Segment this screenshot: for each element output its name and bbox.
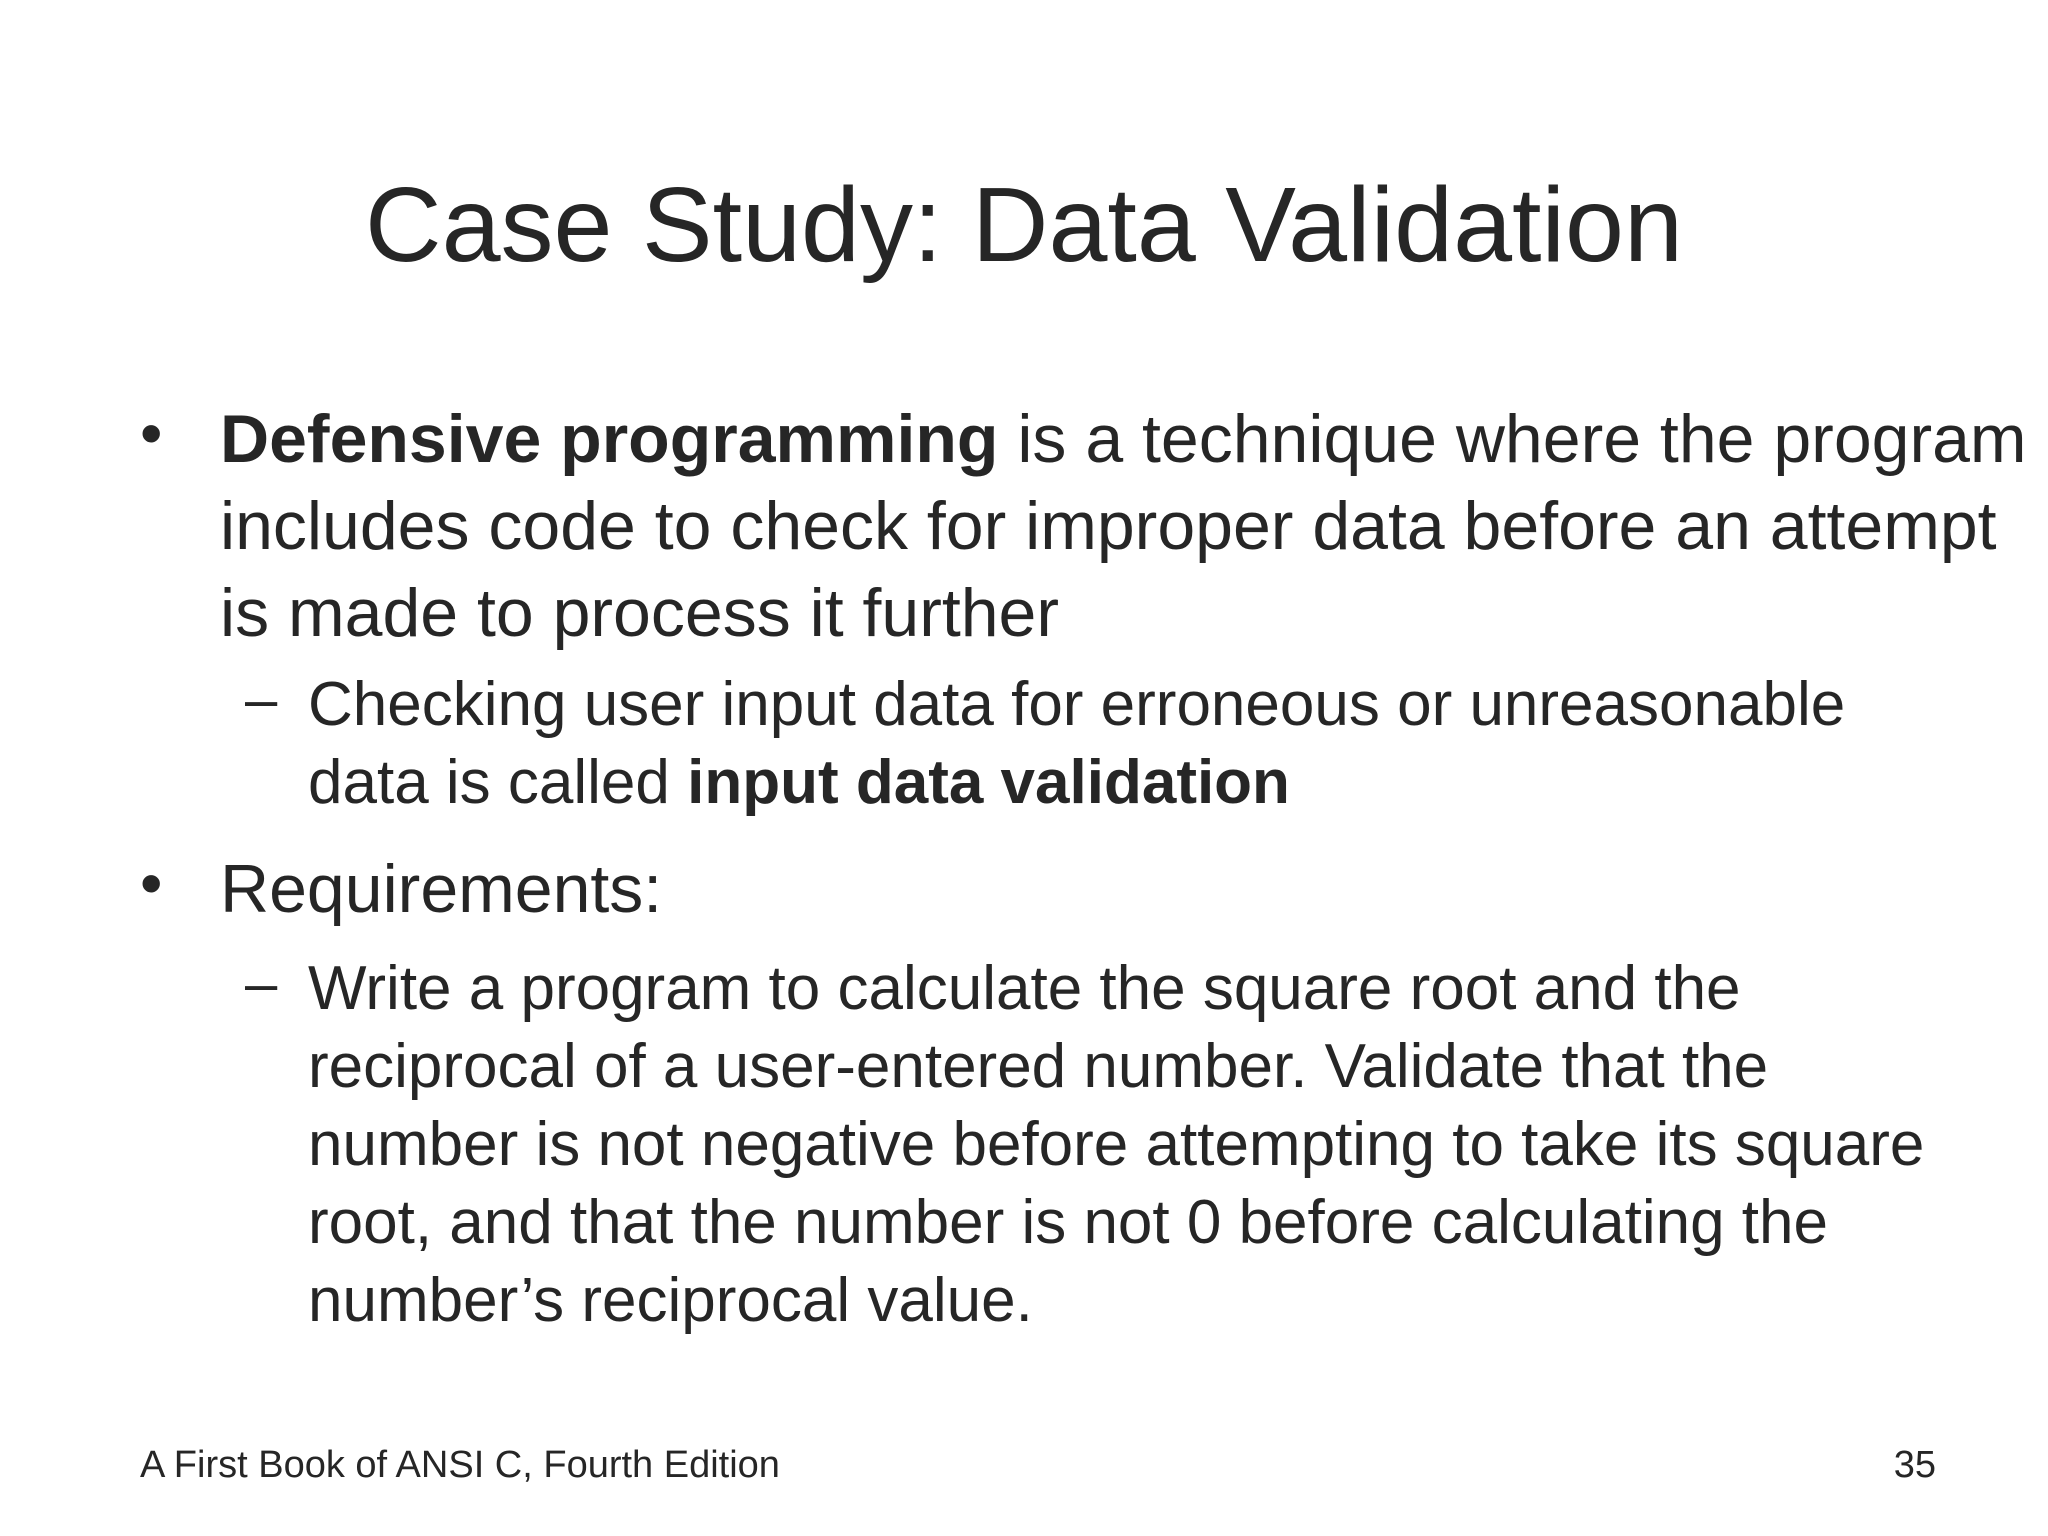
sub-bullet-marker: – [245, 667, 278, 732]
footer-page-number: 35 [1893, 1444, 1936, 1486]
bullet-text [220, 396, 2040, 657]
bullet-marker: • [140, 847, 163, 919]
sub-bullet-marker: – [245, 951, 278, 1016]
bullet-body: is a technique where the program includes code to check for improper data before an attempt is made to process it further [220, 401, 2027, 651]
footer-book-title: A First Book of ANSI C, Fourth Edition [140, 1444, 780, 1486]
sub-bullet-text [308, 666, 1868, 822]
sub-bullet-text: Write a program to calculate the square root and the reciprocal of a user-entered number. Validate that the number is not negative before attempting to take its square root, and that the number is not 0 before calculating the number’s reciprocal value. [308, 954, 1925, 1335]
term-defensive-programming: Defensive programming [220, 401, 999, 477]
bullet-marker: • [140, 397, 163, 469]
term-input-data-validation: input data validation [687, 748, 1290, 817]
bullet-text: Requirements: [220, 851, 663, 927]
sub-bullet-body: Checking user input data for erroneous or unreasonable data is called [308, 670, 1846, 817]
slide-title: Case Study: Data Validation [365, 166, 1683, 284]
